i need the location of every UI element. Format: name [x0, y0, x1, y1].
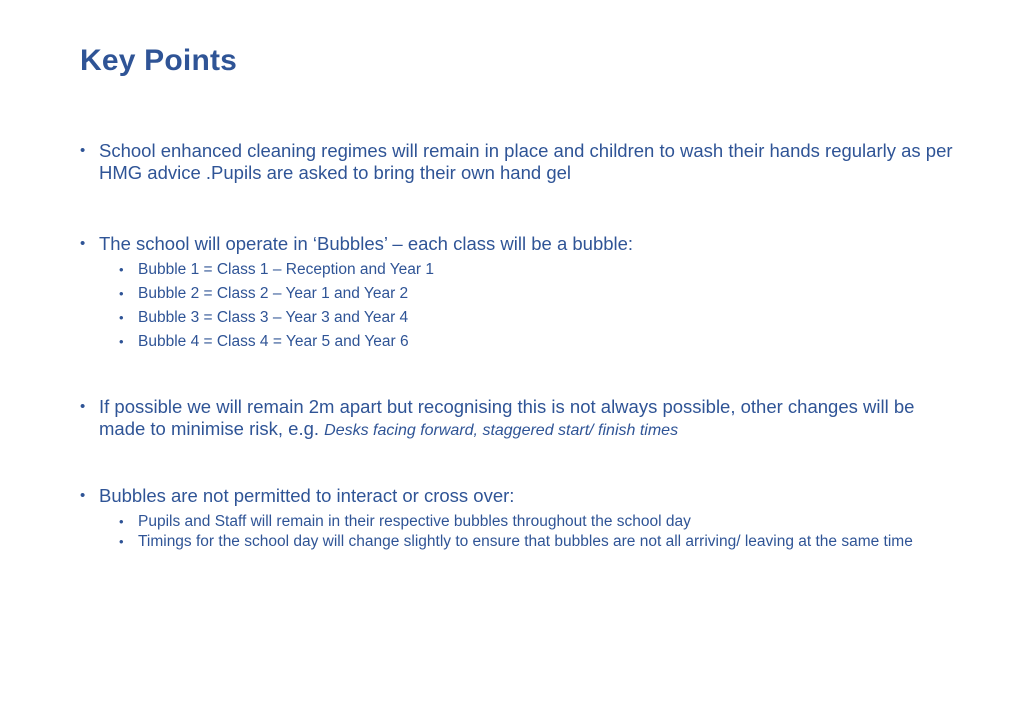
bubble-sublist: [80, 261, 960, 351]
bullet-icon: •: [80, 142, 86, 159]
sub-bullet-text: Bubble 1 = Class 1 – Reception and Year 1: [138, 261, 435, 278]
sub-bullet-bubble-1: [119, 261, 960, 279]
sub-bullet-icon: •: [119, 334, 124, 349]
slide-title: Key Points: [80, 44, 238, 77]
sub-bullet-bubble-3: [119, 309, 960, 327]
bullet-icon: •: [80, 487, 86, 504]
bullet-list: [80, 140, 960, 551]
sub-bullet-pupils-staff: [119, 513, 960, 531]
bullet-point-distancing: [80, 396, 960, 442]
bullet-icon: •: [80, 235, 86, 252]
sub-bullet-text: Bubble 4 = Class 4 = Year 5 and Year 6: [138, 333, 409, 350]
bullet-point-bubbles: [80, 233, 960, 255]
sub-bullet-icon: •: [119, 286, 124, 301]
sub-bullet-text: Bubble 3 = Class 3 – Year 3 and Year 4: [138, 309, 409, 326]
bullet-text: School enhanced cleaning regimes will remain in place and children to wash their hands regularly as per HMG advice .Pupils are asked to bring their own hand gel: [99, 140, 953, 183]
bullet-icon: •: [80, 398, 86, 415]
interaction-sublist: [80, 513, 960, 551]
bullet-text: If possible we will remain 2m apart but recognising this is not always possible, other changes will be made to minimise risk, e.g.: [99, 396, 915, 439]
bullet-text: Bubbles are not permitted to interact or cross over:: [99, 485, 515, 506]
sub-bullet-bubble-4: [119, 333, 960, 351]
sub-bullet-icon: •: [119, 534, 124, 549]
sub-bullet-icon: •: [119, 262, 124, 277]
sub-bullet-timings: [119, 533, 960, 551]
bullet-point-cleaning: [80, 140, 960, 184]
bullet-emphasis-text: Desks facing forward, staggered start/ finish times: [324, 422, 679, 439]
bullet-point-interaction: [80, 485, 960, 507]
sub-bullet-text: Bubble 2 = Class 2 – Year 1 and Year 2: [138, 285, 409, 302]
sub-bullet-icon: •: [119, 310, 124, 325]
sub-bullet-bubble-2: [119, 285, 960, 303]
bullet-text: The school will operate in ‘Bubbles’ – each class will be a bubble:: [99, 233, 634, 254]
sub-bullet-text: Pupils and Staff will remain in their respective bubbles throughout the school day: [138, 513, 691, 530]
sub-bullet-text: Timings for the school day will change slightly to ensure that bubbles are not all arriving/ leaving at the same time: [138, 533, 913, 550]
sub-bullet-icon: •: [119, 514, 124, 529]
